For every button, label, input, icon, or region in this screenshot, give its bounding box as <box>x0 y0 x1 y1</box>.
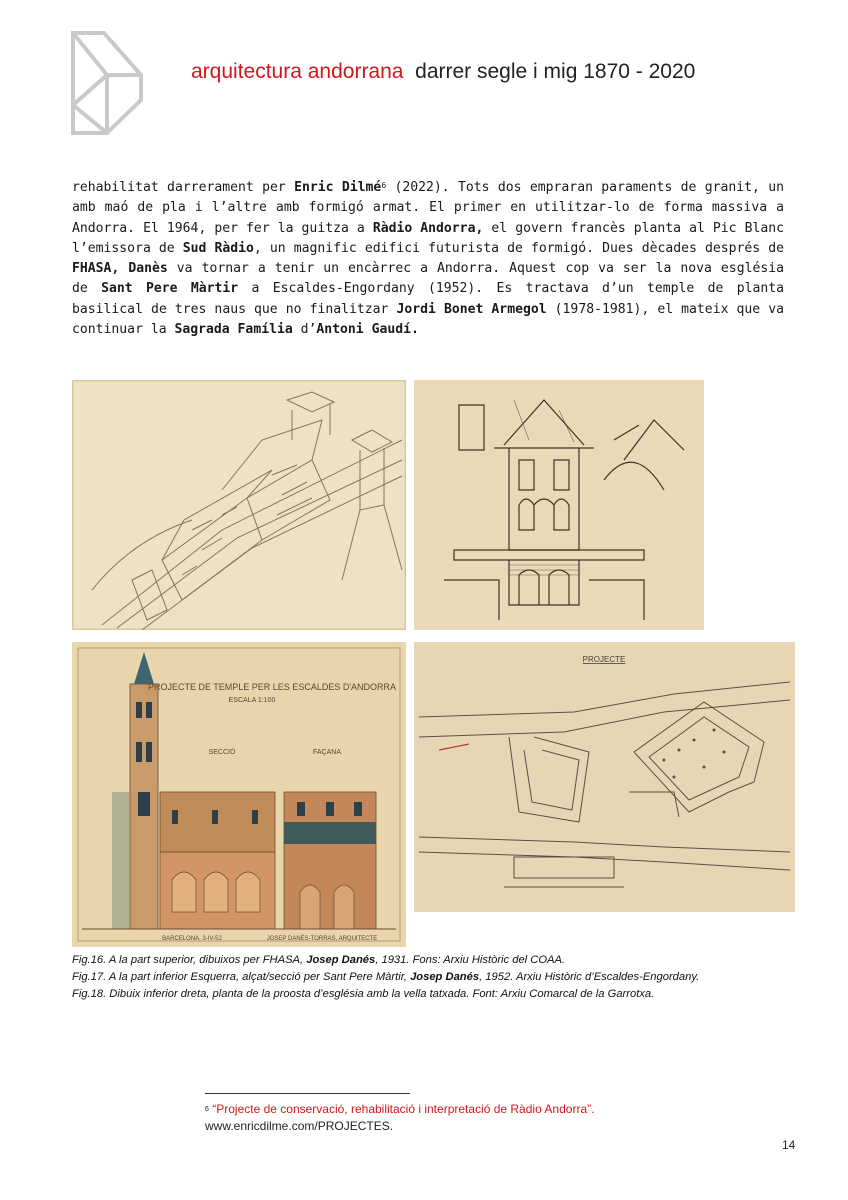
fig3-facade-label: FAÇANA <box>312 749 342 756</box>
caption-fig16: Fig.16. A la part superior, dibuixos per FHASA, Josep Danés, 1931. Fons: Arxiu Històric del COAA. <box>72 954 566 966</box>
page-header <box>191 60 695 84</box>
caption-fig18: Fig.18. Dibuix inferior dreta, planta de la proosta d’església amb la vella tatxada. Font: Arxiu Comarcal de la Garrotxa. <box>72 988 655 1000</box>
caption-fig17: Fig.17. A la part inferior Esquerra, alçat/secció per Sant Pere Màrtir, Josep Danés, 1952. Arxiu Històric d’Escaldes-Engordany. <box>72 971 700 983</box>
figure-sketch-building <box>72 380 406 630</box>
fig3-footer-left: BARCELONA, 3-IV-52 <box>162 936 222 942</box>
bold-name: Sagrada Família <box>174 322 293 338</box>
fig3-scale: ESCALA 1:100 <box>228 697 276 704</box>
figure-temple-elevation <box>72 642 406 947</box>
fig3-section-label: SECCIÓ <box>208 749 236 756</box>
footnote-number: 6 <box>205 1106 209 1113</box>
bold-name: Antoni Gaudí. <box>316 322 419 338</box>
bold-name: Sant Pere Màrtir <box>101 281 239 297</box>
bold-name: Sud Ràdio <box>182 240 254 256</box>
header-title-rest: darrer segle i mig 1870 - 2020 <box>415 60 696 83</box>
footnote-url[interactable]: www.enricdilme.com/PROJECTES. <box>205 1119 394 1133</box>
bold-name: Enric Dilmé <box>294 180 382 195</box>
hexagon-logo-icon <box>70 30 144 136</box>
page-number: 14 <box>782 1138 796 1152</box>
fig3-title: PROJECTE DE TEMPLE PER LES ESCALDES D'ANDORRA <box>147 682 397 692</box>
bold-name: Ràdio Andorra, <box>372 220 484 236</box>
footnote-divider <box>205 1093 410 1094</box>
fig3-footer-right: JOSEP DANÉS-TORRAS, ARQUITECTE <box>266 936 378 942</box>
header-title-red: arquitectura andorrana <box>191 60 404 83</box>
footnote-text: “Projecte de conservació, rehabilitació i interpretació de Ràdio Andorra”. <box>208 1102 595 1116</box>
footnote-ref: 6 <box>381 181 387 190</box>
bold-name: Jordi Bonet Armegol <box>396 301 547 317</box>
body-paragraph: rehabilitat darrerament per Enric Dilmé$^6$ (2022). Tots dos empraran paraments de granit, un amb maó de pla i l’altre amb formigó armat. El primer en utilitzar-lo de forma massiva a Andorra. El 1964, per fer la guitza a Ràdio Andorra, el govern francès planta al Pic Blanc l’emissora de Sud Ràdio, un magnific edifici futurista de formigó. Dues dècades després de FHASA, Danès va tornar a tenir un encàrrec a Andorra. Aquest cop va ser la nova església de Sant Pere Màrtir a Escaldes-Engordany (1952). Es tractava d’un temple de planta basilical de tres naus que no finalitzar Jordi Bonet Armegol (1978-1981), el mateix que va continuar la Sagrada Família d’Antoni Gaudí. <box>72 180 785 338</box>
bold-name: FHASA, Danès <box>72 261 168 277</box>
footnote <box>205 1101 594 1135</box>
figure-captions <box>72 952 812 1003</box>
fig4-title: PROJECTE <box>582 655 626 664</box>
figure-elevation-section <box>414 380 704 630</box>
figure-site-plan <box>414 642 795 912</box>
